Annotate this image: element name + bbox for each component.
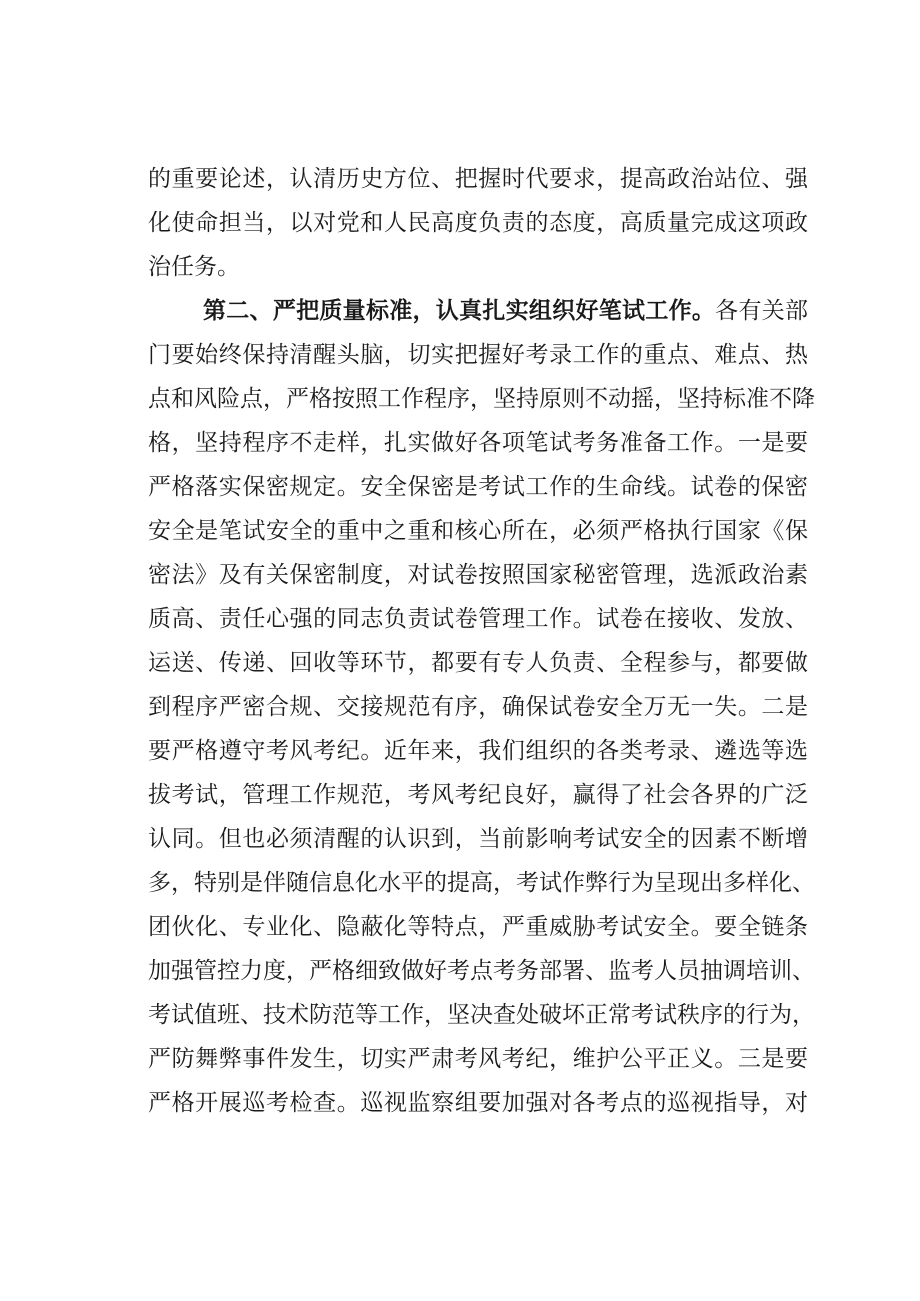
section-heading-line <box>203 289 808 333</box>
text-line-15: 拔考试，管理工作规范，考风考纪良好，赢得了社会各界的广泛 <box>148 782 808 808</box>
section-heading-continuation: 各有关部 <box>715 298 809 324</box>
text-line-11: 质高、责任心强的同志负责试卷管理工作。试卷在接收、发放、 <box>148 606 808 632</box>
text-line-2: 化使命担当，以对党和人民高度负责的态度，高质量完成这项政 <box>148 210 808 236</box>
text-line-3: 治任务。 <box>148 254 240 280</box>
text-line-6: 点和风险点，严格按照工作程序，坚持原则不动摇，坚持标准不降 <box>148 386 815 412</box>
text-line-22: 严格开展巡考检查。巡视监察组要加强对各考点的巡视指导，对 <box>148 1090 808 1116</box>
text-line-1: 的重要论述，认清历史方位、把握时代要求，提高政治站位、强 <box>148 166 808 192</box>
text-line-19: 加强管控力度，严格细致做好考点考务部署、监考人员抽调培训、 <box>148 958 815 984</box>
text-line-17: 多，特别是伴随信息化水平的提高，考试作弊行为呈现出多样化、 <box>148 870 815 896</box>
text-line-18: 团伙化、专业化、隐蔽化等特点，严重威胁考试安全。要全链条 <box>148 914 808 940</box>
text-line-10: 密法》及有关保密制度，对试卷按照国家秘密管理，选派政治素 <box>148 562 808 588</box>
text-line-14: 要严格遵守考风考纪。近年来，我们组织的各类考录、遴选等选 <box>148 738 808 764</box>
text-line-7: 格，坚持程序不走样，扎实做好各项笔试考务准备工作。一是要 <box>148 430 808 456</box>
text-line-21: 严防舞弊事件发生，切实严肃考风考纪，维护公平正义。三是要 <box>148 1046 808 1072</box>
text-line-20: 考试值班、技术防范等工作，坚决查处破坏正常考试秩序的行为， <box>148 1002 815 1028</box>
text-line-5: 门要始终保持清醒头脑，切实把握好考录工作的重点、难点、热 <box>148 342 808 368</box>
text-line-9: 安全是笔试安全的重中之重和核心所在，必须严格执行国家《保 <box>148 518 808 544</box>
text-line-13: 到程序严密合规、交接规范有序，确保试卷安全万无一失。二是 <box>148 694 808 720</box>
text-line-12: 运送、传递、回收等环节，都要有专人负责、全程参与，都要做 <box>148 650 808 676</box>
section-heading: 第二、严把质量标准，认真扎实组织好笔试工作。 <box>203 297 716 324</box>
text-line-16: 认同。但也必须清醒的认识到，当前影响考试安全的因素不断增 <box>148 826 808 852</box>
text-line-8: 严格落实保密规定。安全保密是考试工作的生命线。试卷的保密 <box>148 474 808 500</box>
